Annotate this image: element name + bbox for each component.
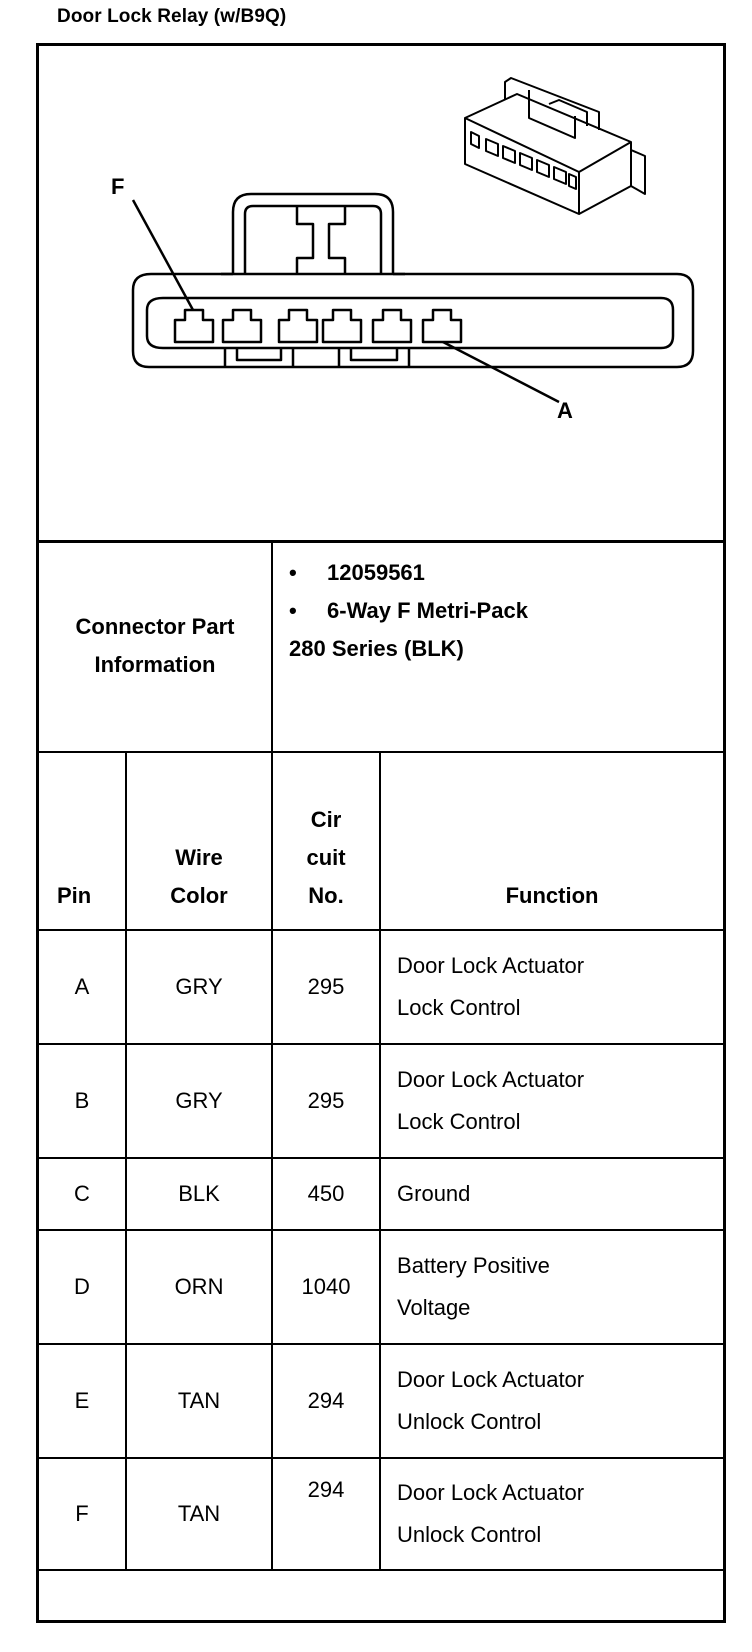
pin-cell: F xyxy=(39,1458,126,1570)
table-row xyxy=(39,1458,723,1570)
connector-part-info-value xyxy=(272,540,723,752)
pin-cell: D xyxy=(39,1230,126,1344)
terminal-d xyxy=(279,310,317,342)
table-row xyxy=(39,930,723,1044)
pin-cell: A xyxy=(39,930,126,1044)
circuit-cell: 1040 xyxy=(272,1230,380,1344)
connector-diagram xyxy=(39,46,723,543)
terminal-b xyxy=(373,310,411,342)
table-row xyxy=(39,1344,723,1458)
function-cell: Door Lock Actuator Lock Control xyxy=(380,930,723,1044)
part-description: • 6-Way F Metri-Pack xyxy=(289,598,528,623)
wire-color-cell: GRY xyxy=(126,1044,272,1158)
table-row xyxy=(39,1230,723,1344)
connector-isometric-icon xyxy=(465,78,645,214)
table-header-row xyxy=(39,752,723,930)
connector-part-info-label: Connector Part Information xyxy=(39,540,272,752)
pin-cell: C xyxy=(39,1158,126,1230)
wire-color-cell: TAN xyxy=(126,1344,272,1458)
function-cell: Door Lock Actuator Unlock Control xyxy=(380,1458,723,1570)
connector-frame xyxy=(36,43,726,1623)
pin-label-a: A xyxy=(557,398,573,423)
part-number: • 12059561 xyxy=(289,560,425,585)
connector-table xyxy=(39,540,723,1571)
connector-part-info-row xyxy=(39,540,723,752)
header-pin: Pin xyxy=(39,752,126,930)
table-row xyxy=(39,1158,723,1230)
wire-color-cell: GRY xyxy=(126,930,272,1044)
wire-color-cell: ORN xyxy=(126,1230,272,1344)
pin-cell: B xyxy=(39,1044,126,1158)
header-function: Function xyxy=(380,752,723,930)
circuit-cell: 294 xyxy=(272,1458,380,1570)
wire-color-cell: TAN xyxy=(126,1458,272,1570)
page-title: Door Lock Relay (w/B9Q) xyxy=(57,6,287,27)
function-cell: Door Lock Actuator Unlock Control xyxy=(380,1344,723,1458)
circuit-cell: 450 xyxy=(272,1158,380,1230)
function-cell: Ground xyxy=(380,1158,723,1230)
leader-line-a xyxy=(443,342,559,402)
wire-color-cell: BLK xyxy=(126,1158,272,1230)
function-cell: Door Lock Actuator Lock Control xyxy=(380,1044,723,1158)
table-row xyxy=(39,1044,723,1158)
circuit-cell: 295 xyxy=(272,930,380,1044)
circuit-cell: 294 xyxy=(272,1344,380,1458)
part-series: 280 Series (BLK) xyxy=(289,636,464,661)
header-circuit-no: Cir cuit No. xyxy=(272,752,380,930)
function-cell: Battery Positive Voltage xyxy=(380,1230,723,1344)
header-wire-color: Wire Color xyxy=(126,752,272,930)
terminal-a xyxy=(423,310,461,342)
circuit-cell: 295 xyxy=(272,1044,380,1158)
pin-cell: E xyxy=(39,1344,126,1458)
pin-label-f: F xyxy=(111,174,125,199)
connector-face-drawing xyxy=(39,46,723,540)
terminal-c xyxy=(323,310,361,342)
connector-body xyxy=(133,274,693,367)
terminal-f xyxy=(175,310,213,342)
terminal-e xyxy=(223,310,261,342)
leader-line-f xyxy=(133,200,193,310)
